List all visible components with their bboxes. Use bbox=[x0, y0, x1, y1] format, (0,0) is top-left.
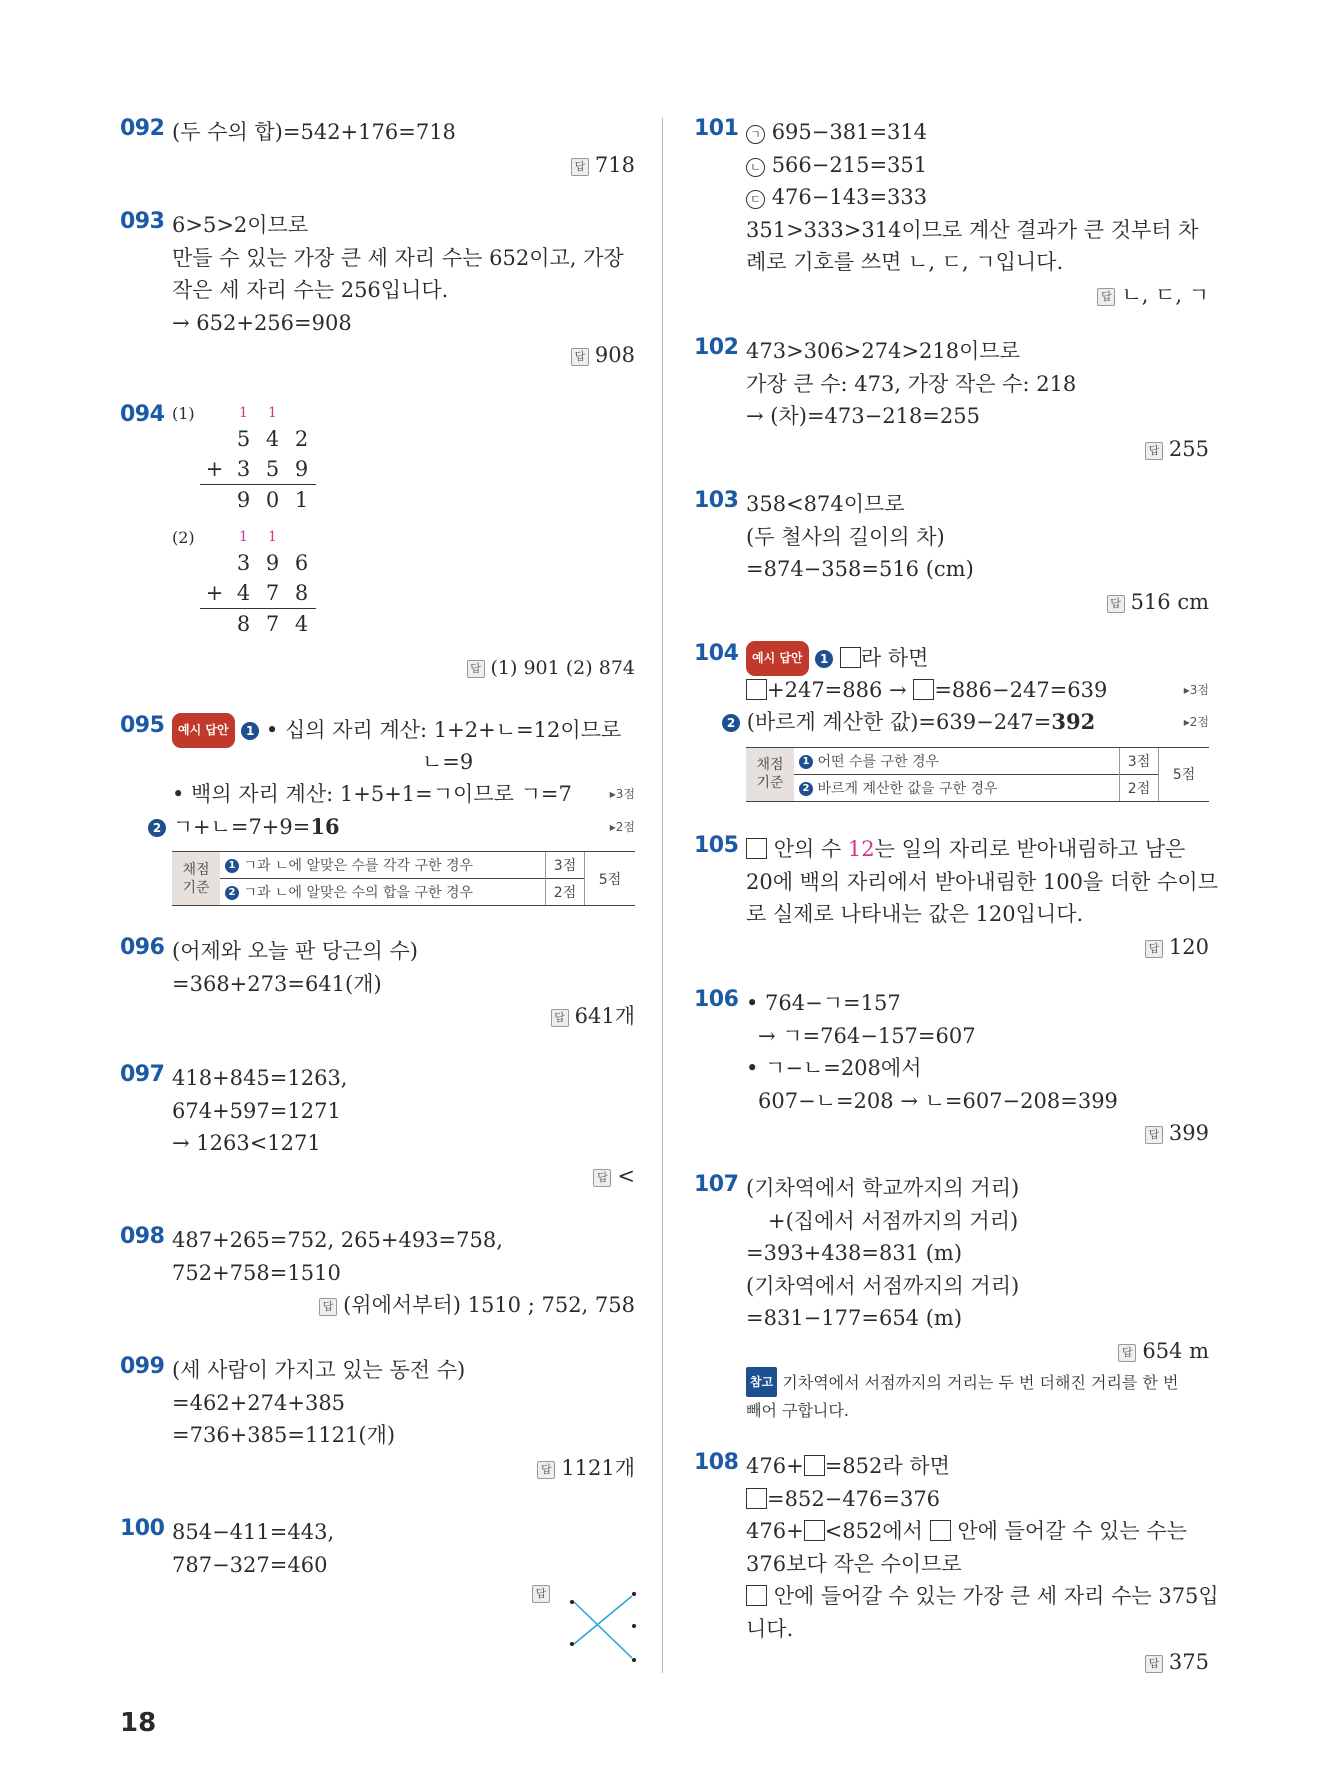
blank-box-icon bbox=[746, 1585, 767, 1606]
solution-line: +(집에서 서점까지의 거리) bbox=[768, 1208, 1019, 1233]
solution-line: 418+845=1263, bbox=[172, 1066, 348, 1090]
reference-note: 참고 기차역에서 서점까지의 거리는 두 번 더해진 거리를 한 번 빼어 구합니다. bbox=[746, 1367, 1209, 1425]
answer-mark-icon: 답 bbox=[1145, 442, 1163, 460]
blank-box-icon bbox=[804, 1520, 825, 1541]
solution-line: (두 수의 합)=542+176=718 bbox=[172, 120, 456, 144]
solution-line: =462+274+385 bbox=[172, 1390, 346, 1415]
answer-mark-icon: 답 bbox=[1107, 595, 1125, 613]
solution-line: (어제와 오늘 판 당근의 수) bbox=[172, 939, 418, 963]
answer: 답 255 bbox=[746, 433, 1209, 465]
problem-number: 107 bbox=[694, 1172, 739, 1197]
blank-box-icon bbox=[746, 679, 767, 700]
blank-box-icon bbox=[746, 1488, 767, 1509]
solution-line: 487+265=752, 265+493=758, bbox=[172, 1228, 503, 1252]
solution-line: • 백의 자리 계산: 1+5+1=ㄱ이므로 ㄱ=7 bbox=[172, 782, 572, 807]
points: ▸2점 bbox=[1183, 715, 1209, 730]
problem-number: 102 bbox=[694, 335, 739, 360]
scoring-criteria-table: 채점 기준 1 ㄱ과 ㄴ에 알맞은 수를 각각 구한 경우 3점 5점 2 ㄱ과 ㄴ에 알맞은 수의 합을 구한 경우 2점 bbox=[172, 851, 635, 906]
solution-line: (기차역에서 학교까지의 거리) bbox=[746, 1176, 1020, 1200]
problem-number: 095 bbox=[120, 713, 165, 738]
blank-box-icon bbox=[930, 1520, 951, 1541]
scoring-criteria-table: 채점 기준 1 어떤 수를 구한 경우 3점 5점 2 바르게 계산한 값을 구한 경우 2점 bbox=[746, 747, 1209, 802]
solution-line: 473>306>274>218이므로 bbox=[746, 339, 1020, 363]
problem-number: 101 bbox=[694, 116, 739, 141]
answer-mark-icon: 답 bbox=[1118, 1344, 1136, 1362]
points: ▸3점 bbox=[609, 787, 635, 802]
answer-mark-icon: 답 bbox=[1145, 1126, 1163, 1144]
answer-mark-icon: 답 bbox=[537, 1461, 555, 1479]
problem-number: 108 bbox=[694, 1450, 739, 1475]
answer: 답 718 bbox=[172, 149, 635, 181]
step-2-icon: 2 bbox=[148, 819, 166, 837]
answer: 답 < bbox=[172, 1160, 635, 1192]
solution-line: → 1263<1271 bbox=[172, 1131, 321, 1156]
blank-box-icon bbox=[804, 1455, 825, 1476]
problem-number: 099 bbox=[120, 1354, 165, 1379]
problem-number: 106 bbox=[694, 987, 739, 1012]
answer: 답 375 bbox=[746, 1646, 1209, 1678]
solution-line: 854−411=443, bbox=[172, 1520, 335, 1544]
answer: 답 908 bbox=[172, 339, 635, 371]
example-answer-badge: 예시 답안 bbox=[746, 641, 809, 676]
answer-mark-icon: 답 bbox=[532, 1585, 550, 1603]
answer-mark-icon: 답 bbox=[571, 348, 589, 366]
problem-number: 093 bbox=[120, 209, 165, 234]
solution-line: • ㄱ−ㄴ=208에서 bbox=[746, 1056, 922, 1081]
answer-mark-icon: 답 bbox=[1145, 940, 1163, 958]
step-1-icon: 1 bbox=[815, 650, 833, 668]
solution-line: ㄴ=9 bbox=[422, 749, 474, 774]
solution-line: 로 실제로 나타내는 값은 120입니다. bbox=[746, 902, 1084, 927]
part-label: (1) bbox=[172, 404, 195, 423]
column-divider bbox=[662, 118, 663, 1673]
problem-number: 103 bbox=[694, 488, 739, 513]
solution-line: 351>333>314이므로 계산 결과가 큰 것부터 차 bbox=[746, 217, 1199, 242]
solution-line: 례로 기호를 쓰면 ㄴ, ㄷ, ㄱ입니다. bbox=[746, 250, 1064, 275]
answer bbox=[532, 1584, 556, 1603]
problem-number: 097 bbox=[120, 1062, 165, 1087]
solution-line: 만들 수 있는 가장 큰 세 자리 수는 652이고, 가장 bbox=[172, 245, 624, 270]
solution-line: =368+273=641(개) bbox=[172, 971, 382, 996]
answer: 답 654 m bbox=[746, 1335, 1209, 1367]
solution-line: 6>5>2이므로 bbox=[172, 213, 309, 237]
solution-line: =393+438=831 (m) bbox=[746, 1241, 963, 1266]
answer: 답 (1) 901 (2) 874 bbox=[467, 652, 635, 684]
solution-line: → 652+256=908 bbox=[172, 310, 352, 335]
problem-number: 105 bbox=[694, 833, 739, 858]
solution-line: 752+758=1510 bbox=[172, 1260, 341, 1285]
answer-mark-icon: 답 bbox=[571, 158, 589, 176]
solution-line: 358<874이므로 bbox=[746, 492, 905, 516]
reference-tag: 참고 bbox=[746, 1367, 777, 1397]
answer-mark-icon: 답 bbox=[1097, 288, 1115, 306]
answer-mark-icon: 답 bbox=[467, 660, 485, 678]
solution-line: 가장 큰 수: 473, 가장 작은 수: 218 bbox=[746, 371, 1077, 396]
page-number: 18 bbox=[120, 1708, 157, 1738]
solution-line: 607−ㄴ=208 → ㄴ=607−208=399 bbox=[758, 1088, 1118, 1113]
solution-line: =831−177=654 (m) bbox=[746, 1306, 963, 1331]
problem-number: 100 bbox=[120, 1516, 165, 1541]
solution-line: (두 철사의 길이의 차) bbox=[746, 524, 945, 549]
problem-number: 092 bbox=[120, 116, 165, 141]
points: ▸2점 bbox=[609, 819, 635, 834]
blank-box-icon bbox=[913, 679, 934, 700]
solution-line: 376보다 작은 수이므로 bbox=[746, 1551, 962, 1576]
answer: 답 120 bbox=[746, 931, 1209, 963]
problem-number: 104 bbox=[694, 641, 739, 666]
solution-line: 787−327=460 bbox=[172, 1552, 328, 1577]
answer-mark-icon: 답 bbox=[1145, 1655, 1163, 1673]
answer-mark-icon: 답 bbox=[593, 1169, 611, 1187]
column-addition-1: 1 1 5 4 2 + 3 5 9 9 0 1 bbox=[200, 402, 316, 515]
solution-line: (세 사람이 가지고 있는 동전 수) bbox=[172, 1358, 466, 1382]
blank-box-icon bbox=[746, 838, 767, 859]
step-2-icon: 2 bbox=[722, 714, 740, 732]
problem-number: 096 bbox=[120, 935, 165, 960]
solution-line: 674+597=1271 bbox=[172, 1098, 341, 1123]
answer: 답 (위에서부터) 1510 ; 752, 758 bbox=[172, 1289, 635, 1321]
answer-mark-icon: 답 bbox=[551, 1009, 569, 1027]
answer: 답 641개 bbox=[172, 1000, 635, 1032]
answer: 답 1121개 bbox=[172, 1452, 635, 1484]
step-1-icon: 1 bbox=[241, 722, 259, 740]
solution-line: → (차)=473−218=255 bbox=[746, 404, 980, 429]
solution-line: 20에 백의 자리에서 받아내림한 100을 더한 수이므 bbox=[746, 869, 1219, 894]
solution-line: (기차역에서 서점까지의 거리) bbox=[746, 1273, 1020, 1298]
solution-line: 작은 세 자리 수는 256입니다. bbox=[172, 278, 449, 303]
example-answer-badge: 예시 답안 bbox=[172, 713, 235, 748]
solution-line: =736+385=1121(개) bbox=[172, 1423, 396, 1448]
answer: 답 399 bbox=[746, 1117, 1209, 1149]
answer-mark-icon: 답 bbox=[319, 1298, 337, 1316]
solution-line: 니다. bbox=[746, 1616, 794, 1641]
problem-number: 098 bbox=[120, 1224, 165, 1249]
matching-lines-diagram bbox=[562, 1588, 642, 1668]
part-label: (2) bbox=[172, 528, 195, 547]
solution-line: • 764−ㄱ=157 bbox=[746, 991, 901, 1015]
points: ▸3점 bbox=[1183, 682, 1209, 697]
answer: 답 ㄴ, ㄷ, ㄱ bbox=[746, 279, 1209, 311]
column-addition-2: 1 1 3 9 6 + 4 7 8 8 7 4 bbox=[200, 526, 316, 639]
solution-line: → ㄱ=764−157=607 bbox=[758, 1023, 976, 1048]
answer: 답 516 cm bbox=[746, 586, 1209, 618]
solution-line: =874−358=516 (cm) bbox=[746, 557, 974, 582]
problem-number: 094 bbox=[120, 402, 165, 427]
blank-box-icon bbox=[840, 647, 861, 668]
solution-line: • 십의 자리 계산: 1+2+ㄴ=12이므로 bbox=[265, 718, 622, 742]
